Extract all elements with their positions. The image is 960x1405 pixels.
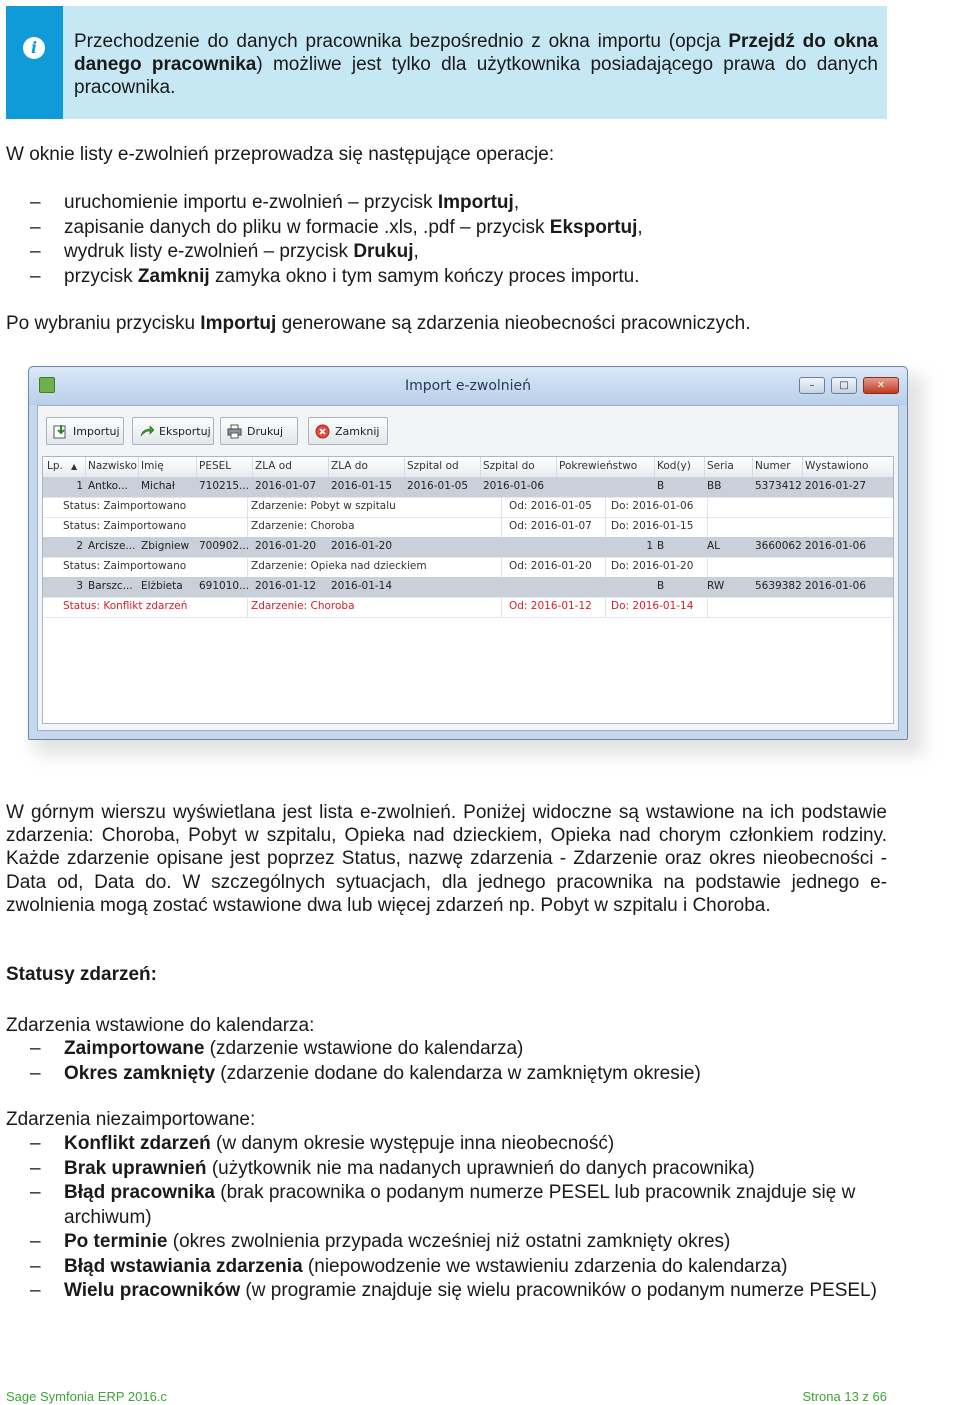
after-ops-post: generowane są zdarzenia nieobecności pracowniczych.: [276, 313, 751, 334]
event-date-to: Do: 2016-01-14: [611, 600, 694, 612]
cell-zla_do: 2016-01-15: [331, 480, 393, 492]
event-date-from: Od: 2016-01-07: [509, 520, 592, 532]
column-separator[interactable]: [328, 457, 329, 477]
sort-asc-icon: ▲: [71, 462, 78, 471]
column-separator[interactable]: [196, 457, 197, 477]
column-separator[interactable]: [752, 457, 753, 477]
column-separator[interactable]: [480, 457, 481, 477]
item-text-post: ,: [637, 216, 643, 238]
cell-zla_od: 2016-01-07: [255, 480, 317, 492]
column-separator[interactable]: [802, 457, 803, 477]
cell-zla_od: 2016-01-12: [255, 580, 317, 592]
operations-list: [0, 191, 643, 289]
dash-bullet: –: [30, 1231, 41, 1252]
column-header[interactable]: Wystawiono: [805, 460, 869, 472]
event-date-from: Od: 2016-01-05: [509, 500, 592, 512]
e-zwolnienia-grid: [42, 456, 894, 724]
close-button[interactable]: [308, 417, 388, 445]
list-item: [0, 1230, 886, 1255]
event-cell-border: [43, 497, 248, 517]
print-button[interactable]: [220, 417, 298, 445]
dash-bullet: –: [30, 1182, 41, 1203]
event-cell-border: [605, 517, 708, 537]
import-label: Importuj: [73, 425, 120, 438]
window-title: Import e-zwolnień: [404, 378, 532, 394]
export-button[interactable]: [132, 417, 214, 445]
column-header[interactable]: Szpital do: [483, 460, 535, 472]
window-titlebar[interactable]: [29, 367, 907, 405]
cell-imie: Michał: [141, 480, 175, 492]
item-text-post: (w programie znajduje się wielu pracowników o podanym numerze PESEL): [240, 1280, 877, 1301]
list-item: [0, 1255, 886, 1280]
cell-wyst: 2016-01-06: [805, 540, 867, 552]
list-item: [0, 1037, 701, 1062]
cell-imie: Zbigniew: [141, 540, 190, 552]
item-text-post: ,: [513, 192, 520, 213]
event-cell-border: [43, 597, 248, 617]
item-text-pre: zapisanie danych do pliku w formacie .xls, .pdf – przycisk: [64, 216, 550, 238]
info-text-a: Przechodzenie do danych pracownika bezpośrednio z okna importu (opcja: [74, 31, 729, 52]
cell-lp: 2: [76, 540, 83, 552]
cell-seria: RW: [707, 580, 725, 592]
event-status: Status: Konflikt zdarzeń: [63, 600, 188, 612]
footer-product: Sage Symfonia ERP 2016.c: [6, 1389, 167, 1404]
cell-kod: B: [657, 480, 665, 492]
column-header[interactable]: Lp.: [47, 460, 63, 472]
list-item: [0, 1279, 886, 1304]
list-item: [0, 1062, 701, 1087]
close-label: Zamknij: [335, 425, 380, 438]
list-item: [0, 191, 643, 216]
minimize-button[interactable]: –: [799, 377, 825, 394]
cell-imie: Elżbieta: [141, 580, 183, 592]
dash-bullet: –: [30, 1062, 41, 1084]
item-text-bold: Błąd wstawiania zdarzenia: [64, 1255, 303, 1277]
cell-pesel: 700902...: [199, 540, 250, 552]
cell-seria: AL: [707, 540, 721, 552]
list-item: [0, 216, 643, 241]
not-imported-statuses-list: [0, 1132, 886, 1304]
event-date-from: Od: 2016-01-12: [509, 600, 592, 612]
event-cell-border: [605, 497, 708, 517]
event-cell-border: [501, 497, 606, 517]
event-name: Zdarzenie: Pobyt w szpitalu: [251, 500, 396, 512]
cell-lp: 1: [76, 480, 83, 492]
event-status: Status: Zaimportowano: [63, 560, 187, 572]
event-date-to: Do: 2016-01-15: [611, 520, 694, 532]
column-separator[interactable]: [404, 457, 405, 477]
cell-wyst: 2016-01-27: [805, 480, 867, 492]
event-name: Zdarzenie: Choroba: [251, 600, 355, 612]
statusy-heading: Statusy zdarzeń:: [6, 964, 157, 985]
event-row[interactable]: [43, 557, 893, 578]
list-item: [0, 1132, 886, 1157]
column-header[interactable]: Pokrewieństwo: [559, 460, 638, 472]
dash-bullet: –: [30, 241, 41, 262]
item-text-post: (zdarzenie wstawione do kalendarza): [204, 1038, 524, 1059]
cell-kod: B: [657, 540, 665, 552]
event-status: Status: Zaimportowano: [63, 500, 187, 512]
cell-zla_od: 2016-01-20: [255, 540, 317, 552]
column-separator[interactable]: [252, 457, 253, 477]
column-header[interactable]: ZLA do: [331, 460, 368, 472]
table-row[interactable]: [43, 577, 893, 598]
column-separator[interactable]: [556, 457, 557, 477]
item-text-pre: uruchomienie importu e-zwolnień – przycisk: [64, 192, 438, 213]
imported-label: Zdarzenia wstawione do kalendarza:: [6, 1015, 315, 1036]
cell-pesel: 691010...: [199, 580, 250, 592]
item-text-bold: Zaimportowane: [64, 1038, 205, 1059]
cell-kod: B: [657, 580, 665, 592]
close-circle-icon: [315, 424, 330, 439]
item-text-bold: Błąd pracownika: [64, 1182, 215, 1203]
cell-szp_od: 2016-01-05: [407, 480, 469, 492]
event-cell-border: [501, 597, 606, 617]
cell-numer: 5639382: [755, 580, 802, 592]
imported-statuses-list: [0, 1037, 701, 1086]
after-ops-text: [6, 312, 751, 335]
info-stripe: [6, 6, 63, 119]
column-header[interactable]: Szpital od: [407, 460, 459, 472]
cell-pesel: 710215...: [199, 480, 250, 492]
description-paragraph: W górnym wierszu wyświetlana jest lista e-zwolnień. Poniżej widoczne są wstawione na ich podstawie zdarzenia: Choroba, Pobyt w szpitalu, Opieka nad dzieckiem, Opieka nad chorym członkiem rodziny. Każde zdarzenie opisane jest poprzez Status, nazwę zdarzenia - Zdarzenie oraz okres nieobecności - Data od, Data do. W szczególnych sytuacjach, dla jednego pracownika na podstawie jednego e-zwolnienia mogą zostać wstawione dwa lub więcej zdarzeń np. Pobyt w szpitalu i Choroba.: [6, 802, 887, 916]
event-cell-border: [43, 517, 248, 537]
dash-bullet: –: [30, 1038, 41, 1059]
info-icon: i: [23, 37, 45, 59]
cell-numer: 5373412: [755, 480, 802, 492]
event-status: Status: Zaimportowano: [63, 520, 187, 532]
cell-szp_do: 2016-01-06: [483, 480, 545, 492]
cell-zla_do: 2016-01-20: [331, 540, 393, 552]
column-header[interactable]: ZLA od: [255, 460, 292, 472]
maximize-button[interactable]: □: [831, 377, 857, 394]
item-text-bold: Zamknij: [137, 265, 210, 287]
item-text-post: (użytkownik nie ma nadanych uprawnień do danych pracownika): [206, 1157, 755, 1179]
event-row[interactable]: [43, 517, 893, 538]
item-text-bold: Eksportuj: [549, 216, 638, 238]
event-row[interactable]: [43, 597, 893, 618]
event-cell-border: [43, 557, 248, 577]
cell-lp: 3: [76, 580, 83, 592]
column-separator[interactable]: [704, 457, 705, 477]
cell-seria: BB: [707, 480, 722, 492]
item-text-bold: Okres zamknięty: [64, 1062, 216, 1084]
not-imported-label: Zdarzenia niezaimportowane:: [6, 1109, 256, 1130]
event-date-from: Od: 2016-01-20: [509, 560, 592, 572]
list-item: [0, 240, 643, 265]
cell-nazwisko: Arcisze...: [88, 540, 136, 552]
column-header[interactable]: Imię: [141, 460, 164, 472]
print-label: Drukuj: [247, 425, 284, 438]
grid-header: [43, 457, 893, 478]
event-cell-border: [247, 517, 502, 537]
event-cell-border: [501, 517, 606, 537]
item-text-post: (zdarzenie dodane do kalendarza w zamkniętym okresie): [215, 1062, 701, 1084]
import-window: [28, 366, 908, 740]
column-separator[interactable]: [654, 457, 655, 477]
after-ops-pre: Po wybraniu przycisku: [6, 313, 201, 334]
column-separator[interactable]: [138, 457, 139, 477]
item-text-bold: Brak uprawnień: [64, 1157, 207, 1179]
table-row[interactable]: [43, 537, 893, 558]
import-button[interactable]: [46, 417, 124, 445]
column-header[interactable]: Seria: [707, 460, 734, 472]
window-client: [37, 405, 899, 731]
footer-page-number: Strona 13 z 66: [802, 1389, 887, 1404]
dash-bullet: –: [30, 1157, 41, 1179]
info-text: [74, 30, 878, 99]
close-window-button[interactable]: ✕: [863, 377, 899, 394]
dash-bullet: –: [30, 265, 41, 287]
dash-bullet: –: [30, 192, 41, 213]
item-text-bold: Po terminie: [64, 1231, 168, 1252]
item-text-pre: wydruk listy e-zwolnień – przycisk: [64, 241, 354, 262]
item-text-pre: przycisk: [64, 265, 138, 287]
list-item: [0, 265, 643, 290]
item-text-post: (brak pracownika o podanym numerze PESEL lub pracownik znajduje się w archiwum): [64, 1182, 856, 1228]
info-note: [6, 6, 887, 119]
item-text-post: (niepowodzenie we wstawieniu zdarzenia do kalendarza): [302, 1255, 788, 1277]
cell-nazwisko: Antko...: [88, 480, 128, 492]
cell-pokr: 1: [646, 540, 653, 552]
event-cell-border: [247, 497, 502, 517]
export-arrow-icon: [139, 424, 154, 439]
dash-bullet: –: [30, 216, 41, 238]
event-cell-border: [605, 597, 708, 617]
column-header[interactable]: Kod(y): [657, 460, 691, 472]
item-text-bold: Importuj: [437, 192, 514, 213]
printer-icon: [227, 424, 242, 439]
dash-bullet: –: [30, 1133, 41, 1154]
column-header[interactable]: PESEL: [199, 460, 232, 472]
table-row[interactable]: [43, 477, 893, 498]
dash-bullet: –: [30, 1280, 41, 1301]
item-text-bold: Drukuj: [353, 241, 414, 262]
item-text-post: (okres zwolnienia przypada wcześniej niż ostatni zamknięty okres): [167, 1231, 731, 1252]
item-text-post: ,: [413, 241, 419, 262]
column-header[interactable]: Numer: [755, 460, 791, 472]
event-name: Zdarzenie: Choroba: [251, 520, 355, 532]
cell-nazwisko: Barszc...: [88, 580, 133, 592]
event-cell-border: [605, 557, 708, 577]
intro-text: W oknie listy e-zwolnień przeprowadza się następujące operacje:: [6, 144, 555, 165]
event-cell-border: [501, 557, 606, 577]
event-row[interactable]: [43, 497, 893, 518]
cell-zla_do: 2016-01-14: [331, 580, 393, 592]
event-name: Zdarzenie: Opieka nad dzieckiem: [251, 560, 427, 572]
item-text-post: (w danym okresie występuje inna nieobecność): [210, 1133, 615, 1154]
export-label: Eksportuj: [159, 425, 211, 438]
column-header[interactable]: Nazwisko: [88, 460, 137, 472]
import-icon: [53, 424, 68, 439]
event-date-to: Do: 2016-01-06: [611, 500, 694, 512]
item-text-bold: Konflikt zdarzeń: [64, 1133, 211, 1154]
list-item: [0, 1181, 886, 1230]
cell-numer: 3660062: [755, 540, 802, 552]
list-item: [0, 1157, 886, 1182]
item-text-post: zamyka okno i tym samym kończy proces importu.: [209, 265, 640, 287]
item-text-bold: Wielu pracowników: [64, 1280, 241, 1301]
after-ops-bold: Importuj: [200, 313, 277, 334]
event-cell-border: [247, 597, 502, 617]
cell-wyst: 2016-01-06: [805, 580, 867, 592]
event-cell-border: [247, 557, 502, 577]
dash-bullet: –: [30, 1255, 41, 1277]
column-separator[interactable]: [85, 457, 86, 477]
info-text-b: ) możliwe jest tylko dla użytkownika posiadającego prawa do danych pracownika.: [74, 54, 878, 98]
event-date-to: Do: 2016-01-20: [611, 560, 694, 572]
info-text-bold: Przejdź do okna danego pracownika: [74, 31, 878, 75]
